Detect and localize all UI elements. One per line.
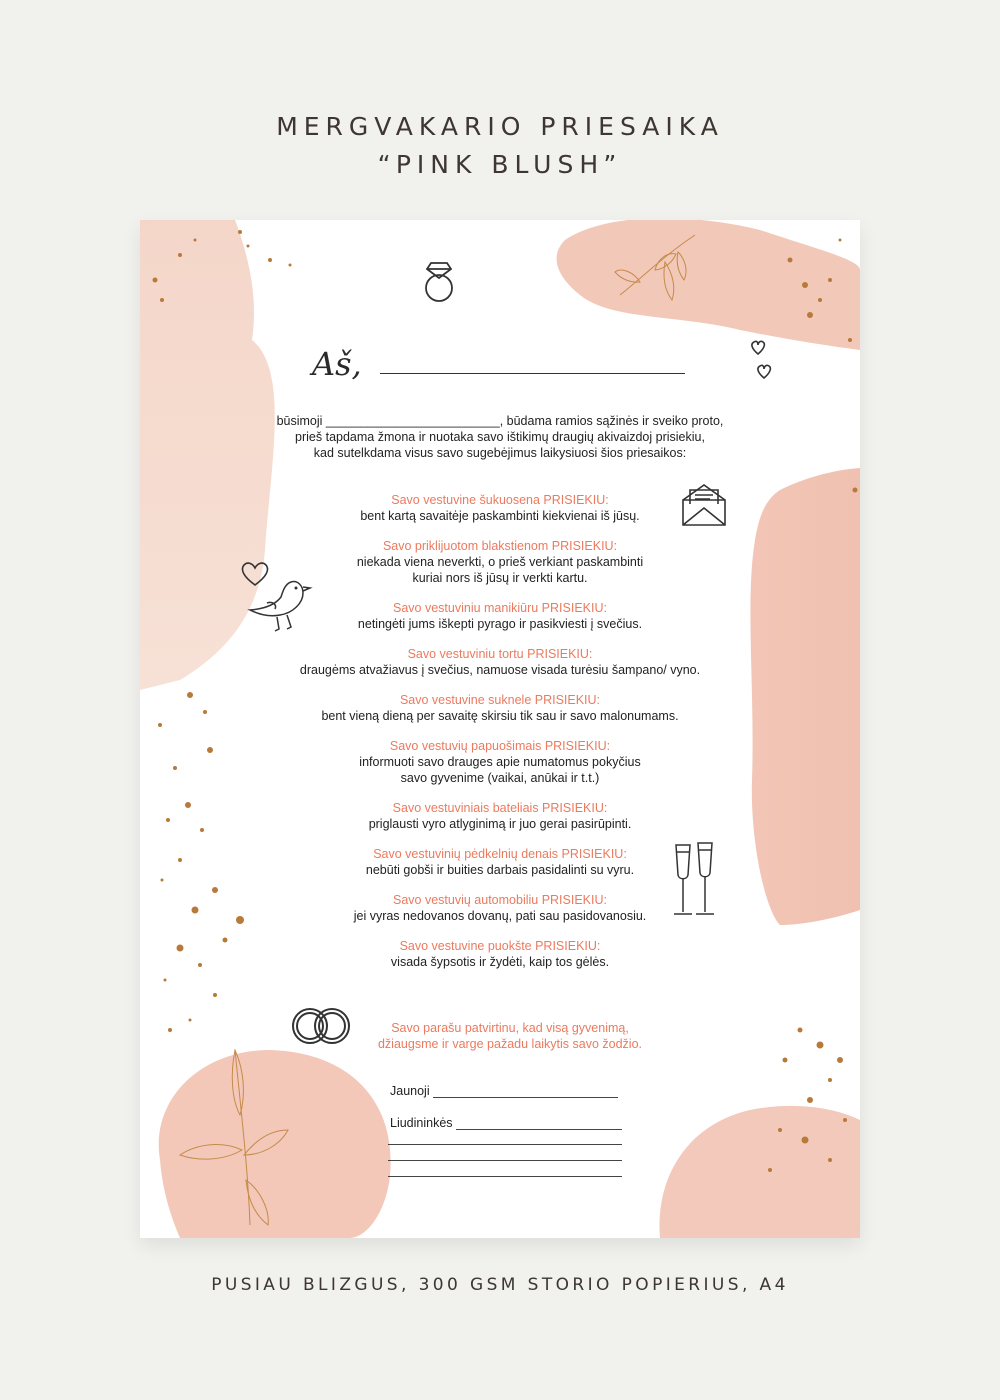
- greeting: Aš,: [312, 345, 362, 383]
- page-header: [0, 108, 1000, 184]
- vow-item: [250, 646, 750, 678]
- intro-line: kad sutelkdama visus savo sugebėjimus laikysiuosi šios priesaikos:: [313, 446, 687, 460]
- witness-signature-line: [388, 1144, 622, 1145]
- vow-title: Savo vestuvių papuošimais PRISIEKIU:: [389, 739, 611, 753]
- vow-title: Savo vestuviniu manikiūru PRISIEKIU:: [393, 601, 607, 615]
- vow-item: [250, 492, 750, 524]
- vow-item: [250, 846, 750, 878]
- vow-text: netingėti jums iškepti pyrago ir pasikviesti į svečius.: [357, 617, 643, 631]
- witness-signature-line: [388, 1160, 622, 1161]
- vow-text: kuriai nors iš jūsų ir verkti kartu.: [412, 571, 588, 585]
- hearts-icon: [748, 338, 778, 383]
- closing-line: džiaugsme ir varge pažadu laikytis savo žodžio.: [377, 1037, 643, 1051]
- wedding-rings-icon: [288, 1005, 354, 1047]
- witness-signature-line: [456, 1129, 622, 1130]
- bride-label: Jaunoji: [390, 1084, 430, 1098]
- vow-text: bent vieną dieną per savaitę skirsiu tik sau ir savo malonumams.: [321, 709, 679, 723]
- vow-item: [250, 938, 750, 970]
- closing-line: Savo parašu patvirtinu, kad visą gyvenimą,: [391, 1021, 629, 1035]
- name-underline: [380, 373, 685, 374]
- vow-title: Savo vestuvine šukuosena PRISIEKIU:: [391, 493, 609, 507]
- vow-item: [250, 800, 750, 832]
- vow-title: Savo priklijuotom blakstienom PRISIEKIU:: [382, 539, 618, 553]
- leaf-branch-icon: [160, 1040, 290, 1230]
- vow-text: nebūti gobši ir buities darbais pasidalinti su vyru.: [365, 863, 635, 877]
- intro-paragraph: [250, 413, 750, 461]
- vow-title: Savo vestuviniais bateliais PRISIEKIU:: [392, 801, 608, 815]
- witness-signature-line: [388, 1176, 622, 1177]
- closing-statement: [350, 1020, 670, 1052]
- vow-title: Savo vestuvinių pėdkelnių denais PRISIEKIU:: [373, 847, 627, 861]
- vow-text: bent kartą savaitėje paskambinti kiekvienai iš jūsų.: [360, 509, 640, 523]
- top-right-watercolor-blob: [557, 220, 860, 350]
- vow-text: niekada viena neverkti, o prieš verkiant paskambinti: [356, 555, 644, 569]
- vow-title: Savo vestuvine suknele PRISIEKIU:: [399, 693, 601, 707]
- vow-title: Savo vestuvių automobiliu PRISIEKIU:: [393, 893, 607, 907]
- vow-text: priglausti vyro atlyginimą ir juo gerai pasirūpinti.: [368, 817, 632, 831]
- vow-list: [250, 492, 750, 984]
- bride-signature-line: [433, 1097, 618, 1098]
- header-title: MERGVAKARIO PRIESAIKA: [276, 112, 724, 141]
- bottom-right-watercolor-blob: [659, 1106, 860, 1238]
- witnesses-label: Liudininkės: [390, 1116, 453, 1130]
- ring-icon: [418, 256, 460, 306]
- vow-text: jei vyras nedovanos dovanų, pati sau pasidovanosiu.: [353, 909, 647, 923]
- vow-item: [250, 738, 750, 786]
- header-subtitle: “PINK BLUSH”: [377, 150, 623, 179]
- leaf-branch-icon: [610, 230, 700, 315]
- intro-line: būsimoji _________________________, būdama ramios sąžinės ir sveiko proto,: [276, 414, 724, 428]
- vow-item: [250, 600, 750, 632]
- vow-item: [250, 538, 750, 586]
- oath-sheet: [140, 220, 860, 1238]
- vow-title: Savo vestuviniu tortu PRISIEKIU:: [407, 647, 593, 661]
- product-description: PUSIAU BLIZGUS, 300 GSM STORIO POPIERIUS, A4: [211, 1275, 789, 1295]
- vow-text: visada šypsotis ir žydėti, kaip tos gėlės.: [390, 955, 610, 969]
- vow-title: Savo vestuvine puokšte PRISIEKIU:: [399, 939, 601, 953]
- right-brush-stroke: [750, 468, 860, 925]
- vow-item: [250, 692, 750, 724]
- intro-line: prieš tapdama žmona ir nuotaka savo ištikimų draugių akivaizdoj prisiekiu,: [295, 430, 705, 444]
- vow-item: [250, 892, 750, 924]
- vow-text: informuoti savo drauges apie numatomus pokyčius: [359, 755, 641, 769]
- vow-text: draugėms atvažiavus į svečius, namuose visada turėsiu šampano/ vyno.: [299, 663, 701, 677]
- vow-text: savo gyvenime (vaikai, anūkai ir t.t.): [400, 771, 600, 785]
